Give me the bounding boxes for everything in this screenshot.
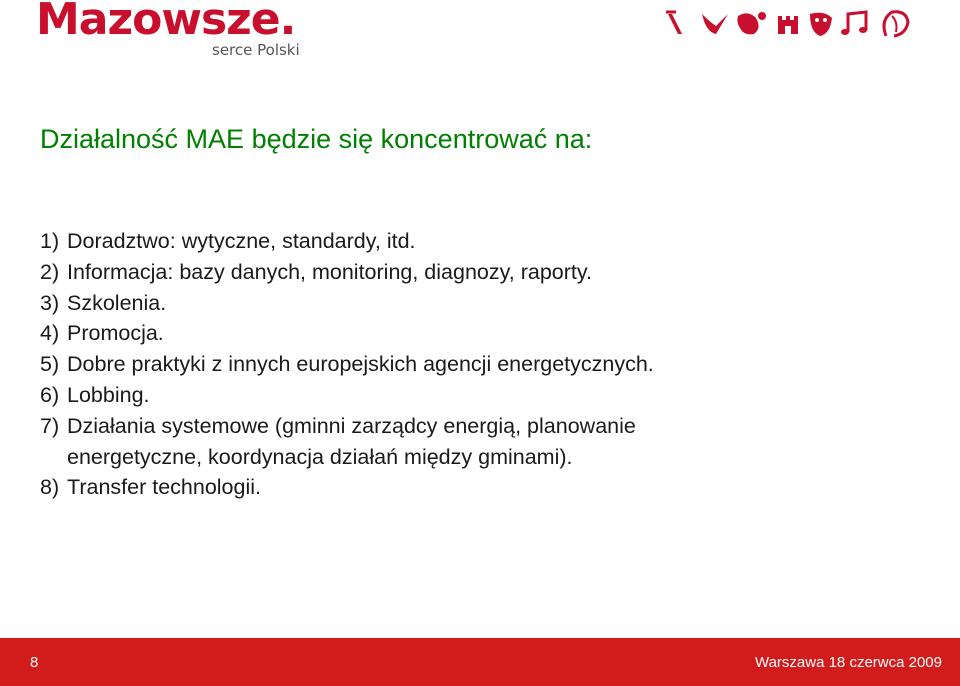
list-item: [40, 472, 654, 503]
list-item-text: Lobbing.: [67, 382, 150, 407]
slide-title: Działalność MAE będzie się koncentrować na:: [40, 124, 593, 154]
mazowsze-logo: [36, 0, 306, 60]
castle-icon: [778, 16, 798, 34]
butterfly-icon: [737, 12, 766, 34]
footer-bar: [0, 638, 960, 686]
list-item: [40, 380, 654, 411]
list-item-text: Dobre praktyki z innych europejskich agencji energetycznych.: [67, 352, 654, 377]
list-item: [40, 411, 654, 473]
page-number: 8: [30, 654, 39, 671]
list-item: [40, 349, 654, 380]
list-item-number: 4): [40, 321, 60, 346]
list-item-text: Transfer technologii.: [67, 475, 261, 500]
list-item: [40, 318, 654, 349]
list-item-text: Szkolenia.: [67, 290, 167, 315]
list-item-number: 6): [40, 382, 60, 407]
agenda-list: [40, 226, 654, 503]
list-item-number: 3): [40, 290, 60, 315]
list-item-text: Doradztwo: wytyczne, standardy, itd.: [67, 229, 416, 253]
footer-date: Warszawa 18 czerwca 2009: [754, 654, 942, 671]
list-item-number: 1): [40, 229, 60, 253]
list-item-text: Informacja: bazy danych, monitoring, diagnozy, raporty.: [67, 259, 593, 284]
list-item-number: 5): [40, 352, 60, 377]
bird-icon: [702, 14, 728, 34]
music-note-icon: [841, 12, 867, 35]
leaf-icon: [884, 12, 908, 36]
list-item: [40, 257, 654, 288]
logo-tagline: serce Polski: [212, 41, 300, 59]
list-item-number: 2): [40, 259, 60, 284]
list-item: [40, 226, 654, 257]
horn-icon: [666, 12, 682, 34]
list-item-text: Promocja.: [67, 321, 164, 346]
list-item-number: 8): [40, 475, 60, 500]
list-item-text: Działania systemowe (gminni zarządcy energią, planowanie energetyczne, koordynacja działań między gminami).: [67, 413, 636, 469]
list-item: [40, 288, 654, 319]
logo-wordmark: Mazowsze.: [36, 0, 296, 45]
theater-mask-icon: [810, 13, 832, 36]
region-icons-strip: [662, 4, 926, 44]
list-item-number: 7): [40, 413, 60, 438]
